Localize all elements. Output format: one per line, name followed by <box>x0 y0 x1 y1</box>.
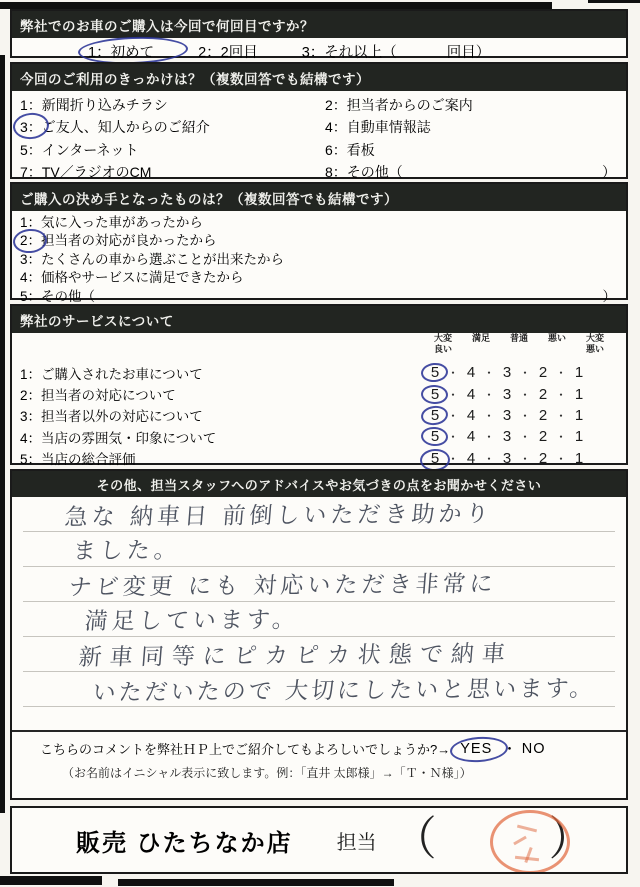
scan-artifact-top <box>0 2 552 9</box>
hp-answer-yes: YES <box>460 741 492 757</box>
score-5-circled: 5 <box>424 428 446 445</box>
rating-label: 1：ご購入されたお車について <box>20 366 203 382</box>
question-header: 弊社のサービスについて <box>12 306 626 333</box>
score-3: 3 <box>502 406 512 424</box>
option-label-suffix: 回目） <box>446 45 491 61</box>
option-label: 2：2回目 <box>198 45 258 61</box>
score-4: 4 <box>466 449 476 467</box>
option-label: 4：自動車情報誌 <box>325 119 431 136</box>
question-block-deciding-factor <box>10 182 628 304</box>
question-block-service-ratings <box>10 304 628 468</box>
option-label: 3：ご友人、知人からのご紹介 <box>20 116 210 138</box>
scan-artifact-left <box>0 55 5 813</box>
q2-option-3 <box>20 116 325 138</box>
rating-scale: 5 ・ 4 ・ 3 ・ 2 ・ 1 <box>424 428 614 445</box>
handwritten-line: 新車同等にピカピカ状態で納車 <box>23 637 615 672</box>
rating-label: 5：当店の総合評価 <box>20 452 136 468</box>
rating-scale: 5 ・ 4 ・ 3 ・ 2 ・ 1 <box>424 364 614 381</box>
q3-option-1 <box>20 214 618 232</box>
hp-initials-note: （お名前はイニシャル表示に致します。例：「直井 太郎様」→「Ｔ・Ｎ様」） <box>62 766 472 780</box>
score-2: 2 <box>538 406 548 424</box>
rating-label: 2：担当者の対応について <box>20 388 176 404</box>
question-block-trigger <box>10 62 628 179</box>
rating-row-overall <box>12 448 626 469</box>
rating-label: 4：当店の雰囲気・印象について <box>20 430 217 446</box>
paren-open: （ <box>392 813 437 866</box>
scale-label: 満足 <box>471 333 490 343</box>
score-2: 2 <box>538 364 548 382</box>
q3-options-list <box>12 211 626 308</box>
rating-rows <box>12 362 626 473</box>
footer-store-block <box>10 806 628 874</box>
staff-label: 担当 <box>336 831 377 854</box>
option-label: 1：初めて <box>88 45 155 61</box>
rating-row-car <box>12 362 626 383</box>
q3-option-2 <box>20 232 618 250</box>
score-1: 1 <box>574 385 584 403</box>
question-header: 弊社でのお車のご購入は今回で何回目ですか？ <box>12 11 626 38</box>
option-label: 1：気に入った車があったから <box>20 215 203 230</box>
blank-space <box>12 707 626 730</box>
hp-question-text: こちらのコメントを弊社ＨＰ上でご紹介してもよろしいでしょうか?→ <box>40 742 451 757</box>
scale-label: 悪い <box>585 343 604 354</box>
score-1: 1 <box>574 406 584 424</box>
scale-label: 大変 <box>433 333 452 343</box>
q2-option-6 <box>325 139 618 161</box>
comment-header: その他、担当スタッフへのアドバイスやお気づきの点をお聞かせください <box>12 471 626 497</box>
hp-separator: ・ <box>502 742 518 758</box>
scale-label: 良い <box>433 343 452 354</box>
option-label: 8：その他（ <box>325 163 403 180</box>
q2-option-7 <box>20 161 325 183</box>
score-1: 1 <box>574 449 584 467</box>
q3-option-4 <box>20 269 618 287</box>
score-2: 2 <box>538 428 548 446</box>
option-label: 3：たくさんの車から選ぶことが出来たから <box>20 251 285 267</box>
rating-scale-header <box>424 333 614 354</box>
question-block-purchase-count <box>10 9 628 61</box>
rating-scale: 5 ・ 4 ・ 3 ・ 2 ・ 1 <box>424 450 614 467</box>
question-header: 今回のご利用のきっかけは？（複数回答でも結構です） <box>12 64 626 91</box>
handwritten-line: ナビ変更 にも 対応いただき非常に <box>23 567 615 602</box>
option-label: 4：価格やサービスに満足できたから <box>20 270 244 286</box>
score-1: 1 <box>574 364 584 382</box>
q2-option-1 <box>20 94 325 116</box>
handwritten-line: いただいたので 大切にしたいと思います。 <box>23 672 615 707</box>
rating-scale: 5 ・ 4 ・ 3 ・ 2 ・ 1 <box>424 407 614 424</box>
hp-permission-line <box>12 732 626 759</box>
option-label: 2：担当者からのご案内 <box>325 97 473 113</box>
staff-stamp-icon <box>490 810 570 874</box>
option-label: 3：それ以上（ <box>301 45 397 61</box>
score-4: 4 <box>466 428 476 446</box>
rating-row-staff <box>12 383 626 404</box>
rating-row-atmosphere <box>12 426 626 447</box>
option-label: 5：インターネット <box>20 141 139 158</box>
score-5-circled: 5 <box>424 364 446 381</box>
score-5-circled: 5 <box>424 407 446 424</box>
scale-label: 普通 <box>509 333 528 343</box>
score-3: 3 <box>502 364 512 382</box>
score-3: 3 <box>502 385 512 403</box>
score-5-circled: 5 <box>424 450 446 467</box>
scan-artifact-bottom-1 <box>0 876 102 885</box>
hp-answer-no: NO <box>521 740 546 757</box>
scale-label <box>538 344 576 355</box>
q1-option-first-time <box>88 41 154 62</box>
question-header: ご購入の決め手となったものは？（複数回答でも結構です） <box>12 184 626 211</box>
paren-close: ） <box>548 813 593 866</box>
close-paren: ） <box>602 288 616 304</box>
q2-option-5 <box>20 139 325 161</box>
score-5-circled: 5 <box>424 386 446 403</box>
option-label: 2：担当者の対応が良かったから <box>20 232 217 250</box>
q3-option-3 <box>20 251 618 269</box>
score-4: 4 <box>466 406 476 424</box>
comment-block <box>10 469 628 800</box>
score-2: 2 <box>538 385 548 403</box>
store-name: 販売 ひたちなか店 <box>76 829 293 857</box>
q1-options-row <box>12 38 626 64</box>
q1-option-second-time <box>198 41 258 62</box>
scale-label: 大変 <box>585 333 604 343</box>
handwriting-area <box>23 497 615 707</box>
scale-label <box>500 344 538 355</box>
q1-option-more-times <box>302 41 491 62</box>
score-3: 3 <box>502 449 512 467</box>
score-1: 1 <box>574 428 584 446</box>
option-label: 5：その他（ <box>20 288 96 304</box>
q2-option-2 <box>325 94 618 116</box>
rating-row-other-staff <box>12 405 626 426</box>
option-label: 1：新聞折り込みチラシ <box>20 97 168 113</box>
q2-option-8 <box>325 161 618 183</box>
close-paren: ） <box>602 163 616 180</box>
option-label: 7：TV／ラジオのCM <box>20 163 152 180</box>
handwritten-line: ました。 <box>23 532 615 567</box>
rating-label: 3：担当者以外の対応について <box>20 409 203 425</box>
scale-label <box>462 344 500 355</box>
scan-artifact-top-right <box>588 0 640 3</box>
handwritten-line: 急な 納車日 前倒しいただき助かり <box>23 497 615 532</box>
score-4: 4 <box>466 385 476 403</box>
scan-artifact-bottom-2 <box>118 879 394 886</box>
score-4: 4 <box>466 364 476 382</box>
rating-scale: 5 ・ 4 ・ 3 ・ 2 ・ 1 <box>424 386 614 403</box>
scale-label: 悪い <box>547 333 566 343</box>
option-label: 6：看板 <box>325 141 375 158</box>
q2-options-grid <box>12 91 626 185</box>
handwritten-line: 満足しています。 <box>23 602 615 637</box>
q2-option-4 <box>325 116 618 138</box>
score-3: 3 <box>502 428 512 446</box>
score-2: 2 <box>538 449 548 467</box>
